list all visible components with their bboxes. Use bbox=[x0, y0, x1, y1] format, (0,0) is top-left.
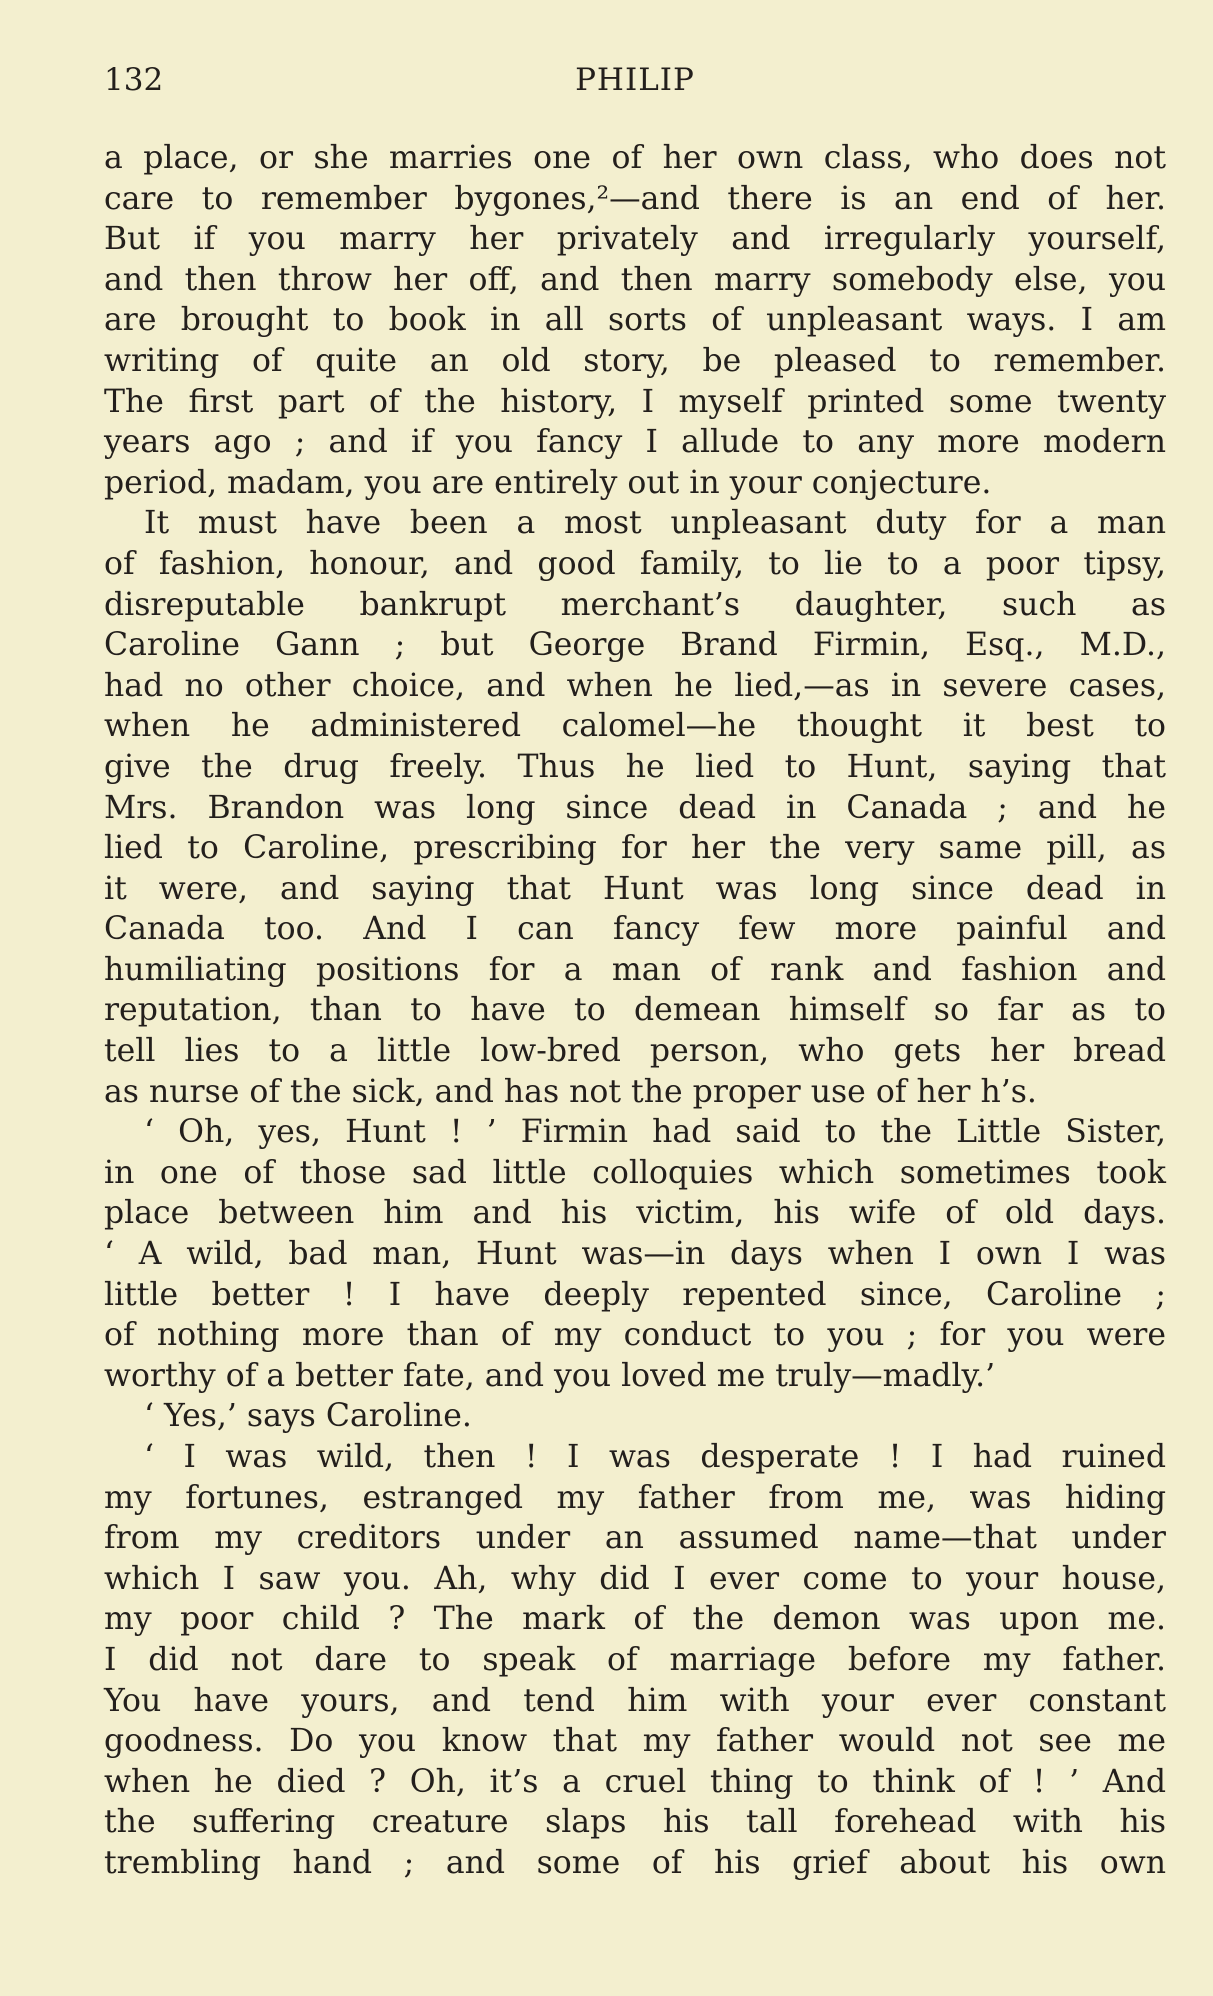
text-line: give the drug freely. Thus he lied to Hunt, saying that bbox=[104, 748, 1166, 785]
text-line: disreputable bankrupt merchant’s daughter, such as bbox=[104, 586, 1166, 623]
text-line: period, madam, you are entirely out in your conjecture. bbox=[104, 464, 992, 501]
text-line: Caroline Gann ; but George Brand Firmin, Esq., M.D., bbox=[104, 627, 1166, 664]
text-line: a place, or she marries one of her own class, who does not bbox=[104, 140, 1166, 176]
text-line: years ago ; and if you fancy I allude to any more modern bbox=[104, 424, 1166, 461]
text-line: tell lies to a little low-bred person, who gets her bread bbox=[104, 1033, 1166, 1070]
text-line: as nurse of the sick, and has not the proper use of her h’s. bbox=[104, 1073, 1037, 1110]
text-line: when he administered calomel—he thought it best to bbox=[104, 708, 1166, 745]
text-line: lied to Caroline, prescribing for her the very same pill, as bbox=[104, 830, 1166, 867]
text-line: the suffering creature slaps his tall forehead with his bbox=[104, 1804, 1166, 1841]
text-line: I did not dare to speak of marriage before my father. bbox=[104, 1641, 1166, 1678]
text-line: from my creditors under an assumed name—that under bbox=[104, 1520, 1166, 1557]
text-line: worthy of a better fate, and you loved me truly—madly.’ bbox=[104, 1357, 996, 1394]
text-line: goodness. Do you know that my father would not see me bbox=[104, 1723, 1166, 1760]
body-text bbox=[104, 138, 1166, 1884]
text-line: humiliating positions for a man of rank and fashion and bbox=[104, 951, 1166, 988]
text-line: Mrs. Brandon was long since dead in Canada ; and he bbox=[104, 789, 1166, 826]
text-line: You have yours, and tend him with your ever constant bbox=[104, 1682, 1166, 1719]
text-line: ‘ A wild, bad man, Hunt was—in days when I own I was bbox=[104, 1236, 1166, 1273]
text-line: my fortunes, estranged my father from me, was hiding bbox=[104, 1479, 1166, 1516]
page-number: 132 bbox=[104, 62, 164, 98]
text-line: reputation, than to have to demean himself so far as to bbox=[104, 992, 1166, 1029]
text-line: when he died ? Oh, it’s a cruel thing to think of ! ’ And bbox=[104, 1763, 1166, 1800]
running-title: PHILIP bbox=[575, 62, 695, 98]
text-line: ‘ I was wild, then ! I was desperate ! I had ruined bbox=[144, 1439, 1166, 1475]
text-line: of fashion, honour, and good family, to lie to a poor tipsy, bbox=[104, 545, 1166, 582]
text-line: and then throw her off, and then marry somebody else, you bbox=[104, 261, 1166, 298]
text-line: care to remember bygones,²—and there is an end of her. bbox=[104, 180, 1166, 217]
text-line: had no other choice, and when he lied,—as in severe cases, bbox=[104, 667, 1166, 704]
text-line: ‘ Oh, yes, Hunt ! ’ Firmin had said to the Little Sister, bbox=[144, 1114, 1166, 1151]
text-line: ‘ Yes,’ says Caroline. bbox=[144, 1398, 472, 1435]
text-line: But if you marry her privately and irregularly yourself, bbox=[104, 221, 1166, 258]
text-line: little better ! I have deeply repented since, Caroline ; bbox=[104, 1276, 1166, 1313]
text-line: place between him and his victim, his wife of old days. bbox=[104, 1195, 1166, 1232]
text-line: in one of those sad little colloquies which sometimes took bbox=[104, 1154, 1166, 1191]
text-line: trembling hand ; and some of his grief about his own bbox=[104, 1844, 1166, 1881]
text-line: my poor child ? The mark of the demon was upon me. bbox=[104, 1601, 1166, 1638]
text-line: of nothing more than of my conduct to you ; for you were bbox=[104, 1317, 1166, 1354]
text-line: it were, and saying that Hunt was long since dead in bbox=[104, 870, 1166, 907]
text-line: Canada too. And I can fancy few more painful and bbox=[104, 911, 1166, 948]
text-line: are brought to book in all sorts of unpleasant ways. I am bbox=[104, 302, 1166, 339]
text-line: It must have been a most unpleasant duty for a man bbox=[144, 505, 1166, 542]
text-line: The first part of the history, I myself printed some twenty bbox=[104, 383, 1166, 420]
text-line: which I saw you. Ah, why did I ever come to your house, bbox=[104, 1560, 1166, 1597]
text-line: writing of quite an old story, be pleased to remember. bbox=[104, 342, 1166, 379]
running-head bbox=[104, 62, 1166, 102]
